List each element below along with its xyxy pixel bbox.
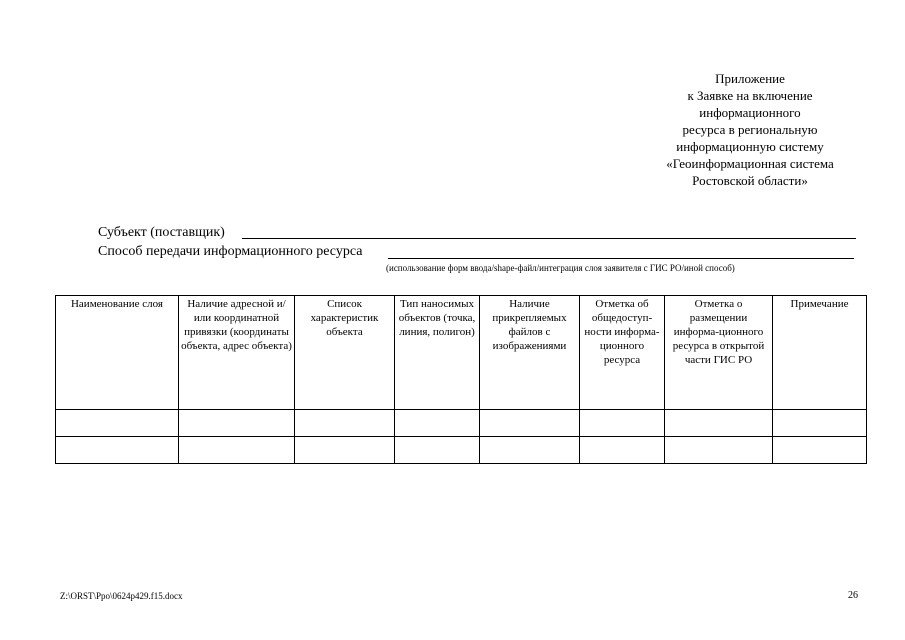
column-header: Наличие прикрепляемых файлов с изображениями xyxy=(480,296,580,410)
table-cell[interactable] xyxy=(179,437,295,464)
table-cell[interactable] xyxy=(56,437,179,464)
table-cell[interactable] xyxy=(773,410,867,437)
subject-field xyxy=(98,224,225,242)
appendix-line: к Заявке на включение xyxy=(687,88,813,103)
table-cell[interactable] xyxy=(580,437,665,464)
appendix-line: Приложение xyxy=(715,71,785,86)
column-header: Список характеристик объекта xyxy=(295,296,395,410)
document-path: Z:\ORST\Ppo\0624p429.f15.docx xyxy=(60,591,183,601)
appendix-line: «Геоинформационная система xyxy=(666,156,834,171)
appendix-line: информационную систему xyxy=(676,139,824,154)
table-header-row xyxy=(56,296,867,410)
table-cell[interactable] xyxy=(395,410,480,437)
appendix-line: Ростовской области» xyxy=(692,173,808,188)
column-header: Наименование слоя xyxy=(56,296,179,410)
transfer-label: Способ передачи информационного ресурса xyxy=(98,244,363,259)
column-header: Примечание xyxy=(773,296,867,410)
page-number: 26 xyxy=(848,590,858,601)
table-cell[interactable] xyxy=(665,410,773,437)
column-header: Тип наносимых объектов (точка, линия, полигон) xyxy=(395,296,480,410)
table-cell[interactable] xyxy=(179,410,295,437)
table-row xyxy=(56,410,867,437)
subject-input-line[interactable] xyxy=(242,238,856,239)
column-header: Отметка о размещении информа-ционного ресурса в открытой части ГИС РО xyxy=(665,296,773,410)
table-row xyxy=(56,437,867,464)
table-cell[interactable] xyxy=(773,437,867,464)
transfer-hint: (использование форм ввода/shape-файл/интеграция слоя заявителя с ГИС РО/иной способ) xyxy=(386,263,735,273)
table-cell[interactable] xyxy=(56,410,179,437)
table-cell[interactable] xyxy=(665,437,773,464)
table-cell[interactable] xyxy=(295,410,395,437)
column-header: Отметка об общедоступ-ности информа-ционного ресурса xyxy=(580,296,665,410)
transfer-field xyxy=(98,243,362,261)
appendix-block xyxy=(620,70,880,189)
column-header: Наличие адресной и/или координатной привязки (координаты объекта, адрес объекта) xyxy=(179,296,295,410)
table-cell[interactable] xyxy=(395,437,480,464)
table-cell[interactable] xyxy=(480,410,580,437)
table-cell[interactable] xyxy=(295,437,395,464)
table-cell[interactable] xyxy=(480,437,580,464)
table-cell[interactable] xyxy=(580,410,665,437)
appendix-line: ресурса в региональную xyxy=(682,122,818,137)
subject-label: Субъект (поставщик) xyxy=(98,225,225,240)
transfer-input-line[interactable] xyxy=(388,258,854,259)
appendix-line: информационного xyxy=(699,105,801,120)
layers-table xyxy=(55,295,867,464)
